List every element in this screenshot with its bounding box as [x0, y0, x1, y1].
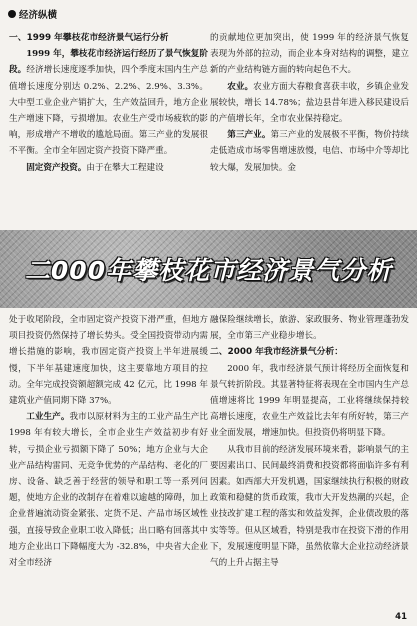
- body-text: 由于在攀大工程建设: [86, 162, 164, 173]
- section-heading-2000: 二、2000 年我市经济景气分析：: [210, 347, 344, 358]
- column-top-right: [210, 30, 409, 259]
- section-header: [8, 6, 57, 22]
- paragraph: [9, 160, 208, 176]
- paragraph: 2000 年，我市经济景气预计将经历全面恢复和景气转折阶段。其显著特征将表现在全市国内生产总值增速将比 1999 年明显提高，工业将继续保持较高增长速度，农业生产效益比去年有所好转，第三产业全面发展，增速加快。但投资仍将明显下降。: [210, 363, 409, 439]
- paragraph: [9, 409, 208, 571]
- bullet-icon: [8, 10, 16, 18]
- paragraph: 融保险继续增长，旅游、家政服务、物业管理蓬勃发展，全市第三产业稳步增长。: [210, 315, 409, 342]
- column-bottom-left: [9, 312, 208, 612]
- lead-text: 第三产业。: [227, 130, 271, 141]
- section-heading-1999: 一、1999 年攀枝花市经济景气运行分析: [9, 33, 169, 43]
- paragraph: [9, 46, 208, 159]
- title-banner: [0, 230, 417, 308]
- body-text: 经济增长速度逐季加快，四个季度末国内生产总值增长速度分别达 0.2%、2.2%、2.9%、3.3%。大中型工业企业产销扩大，生产效益回升，地方企业生产增速下降，亏损增加。农业生产受市场疲软的影响，形成增产不增收的尴尬局面。第三产业的发展很不平衡。全市全年固定资产投资下降严重。: [9, 65, 208, 157]
- column-bottom-right: [210, 312, 409, 612]
- paragraph: 的贡献地位更加突出，使 1999 年的经济景气恢复表现为外部的拉动，而企业本身对结构的调整，建立新的产业结构链方面的转向起色不大。: [210, 33, 409, 76]
- paragraph: [210, 127, 409, 176]
- article-title: 二000年攀枝花市经济景气分析: [24, 256, 393, 285]
- lead-text: 固定资产投资。: [26, 162, 87, 173]
- lead-text: 工业生产。: [26, 412, 70, 423]
- section-label: 经济纵横: [19, 10, 58, 21]
- paragraph: 从我市目前的经济发展环境来看，影响景气的主要因素出口、民间最终消费和投资都将面临许多有利因素。如西部大开发机遇，国家继续执行积极的财政政策和稳健的货币政策，我市大开发热潮的兴起，企业技改扩建工程的落实和效益发挥，企业债改股的落实等等。但从区域看，特别是我市在投资下滑的作用下，发展速度明显下降，虽然依靠大企业拉动经济景气的上升占据主导: [210, 444, 409, 569]
- lead-text: 1999 年，攀枝花市经济运行经历了景气恢复阶段。: [9, 49, 208, 76]
- page-number: 41: [395, 612, 407, 622]
- column-top-left: [9, 30, 208, 259]
- body-text: 第三产业的发展极不平衡，物价持续走低造成市场零售增速放慢，电信、市场中介等却比较大爆，发展加快。金: [210, 130, 409, 173]
- lead-text: 农业。: [227, 81, 254, 92]
- body-text: 我市以原材料为主的工业产品生产比 1998 年有较大增长，全市企业生产效益初步有好转，亏损企业亏损额下降了 50%；地方企业与大企业产品结构雷同、无竞争优势的产品结构、老化的厂房、设备、缺乏善于经营的领导和职工等一系列问题，使地方企业的改制存在着难以逾越的障碍，加上企业普遍流动资金紧张、定货不足、产品市场区域性强，直接导致企业职工收入降低；出口略有回落其中地方企业出口下降幅度大为 -32.8%，中央省大企业对全市经济: [9, 412, 208, 569]
- body-text: 农业方面大春粮食喜获丰收，乡镇企业发展较快，增长 14.78%；盐边县昔年进入移民建设后的产值增长年，全市农业保持稳定。: [210, 81, 409, 125]
- paragraph: [210, 79, 409, 128]
- paragraph: 处于收尾阶段，全市固定资产投资下滑严重，但地方项目投资仍然保持了增长势头。受全国投资带动内需增长措施的影响，我市固定资产投资上半年进展缓慢，下半年基建速度加快，这主要靠地方项目的拉动。全年完成投资额超额完成 42 亿元，比 1998 年建筑业产值同期下降 37%。: [9, 315, 208, 407]
